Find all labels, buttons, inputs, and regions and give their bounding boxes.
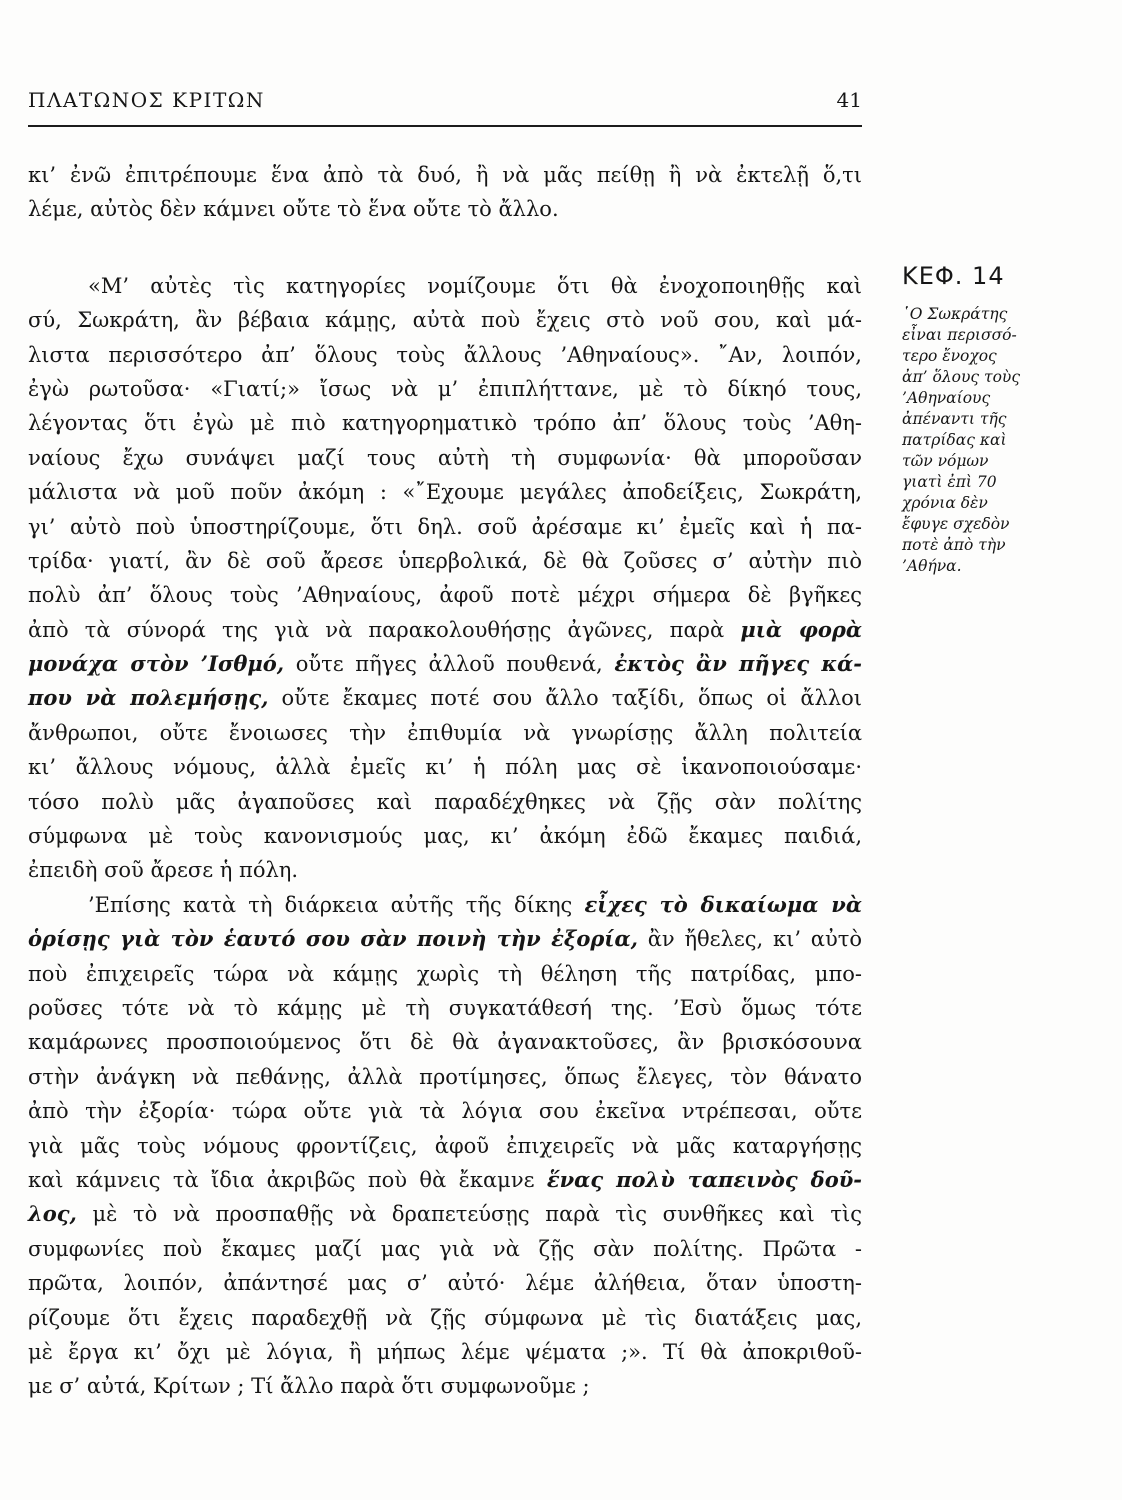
emphasis-run: εἶχες τὸ δικαίωμα νὰ [584, 891, 862, 917]
margin-note-line: τῶν νόμων [902, 452, 989, 470]
text-line: λιστα περισσότερο ἀπ’ ὅλους τοὺς ἄλλους ’Αθηναίους». ῎Αν, λοιπόν, [28, 342, 862, 367]
text-line: σύμφωνα μὲ τοὺς κανονισμούς μας, κι’ ἀκόμη ἐδῶ ἔκαμες παιδιά, [28, 824, 862, 849]
text-line: κι’ ἐνῶ ἐπιτρέπουμε ἕνα ἀπὸ τὰ δυό, ἢ νὰ μᾶς πείθῃ ἢ νὰ ἐκτελῇ ὅ,τι [28, 163, 862, 187]
text-line: στὴν ἀνάγκη νὰ πεθάνῃς, ἀλλὰ προτίμησες, ὅπως ἔλεγες, τὸν θάνατο [28, 1064, 862, 1089]
emphasis-run: ἕνας πολὺ ταπεινὸς δοῦ- [546, 1166, 862, 1192]
text-line: «Μ’ αὐτὲς τὶς κατηγορίες νομίζουμε ὅτι θὰ ἐνοχοποιηθῇς καὶ [88, 273, 862, 298]
text-line: ἐγὼ ρωτοῦσα· «Γιατί;» ἴσως νὰ μ’ ἐπιπλήττανε, μὲ τὸ δίκηό τους, [28, 376, 862, 401]
text-line: ποὺ ἐπιχειρεῖς τώρα νὰ κάμῃς χωρὶς τὴ θέληση τῆς πατρίδας, μπο- [28, 961, 862, 986]
page-number: 41 [836, 88, 862, 112]
text-run: οὔτε ἔκαμες ποτέ σου ἄλλο ταξίδι, ὅπως οἱ ἄλλοι [281, 686, 862, 711]
page-header [28, 84, 862, 120]
text-run: ’Επίσης κατὰ τὴ διάρκεια αὐτῆς τῆς δίκης [88, 892, 573, 917]
emphasis-run: μιὰ φορὰ [740, 616, 862, 642]
text-run: ἀπὸ τὰ σύνορά της γιὰ νὰ παρακολουθήσῃς ἀγῶνες, παρὰ [28, 617, 725, 642]
text-line: με σ’ αὐτά, Κρίτων ; Τί ἄλλο παρὰ ὅτι συμφωνοῦμε ; [28, 1374, 590, 1399]
text-line: ροῦσες τότε νὰ τὸ κάμῃς μὲ τὴ συγκατάθεσή της. ’Εσὺ ὅμως τότε [28, 995, 862, 1020]
margin-note-line: ἀπέναντι τῆς [902, 410, 1007, 428]
text-run: καὶ κάμνεις τὰ ἴδια ἀκριβῶς ποὺ θὰ ἔκαμνε [28, 1167, 535, 1192]
running-title: ΠΛΑΤΩΝΟΣ ΚΡΙΤΩΝ [28, 88, 265, 112]
text-line [28, 1163, 862, 1197]
emphasis-run: ἐκτὸς ἂν πῆγες κά- [614, 651, 862, 677]
text-line: λέγοντας ὅτι ἐγὼ μὲ πιὸ κατηγορηματικὸ τρόπο ἀπ’ ὅλους τοὺς ’Αθη- [28, 411, 862, 436]
text-run: οὔτε πῆγες ἀλλοῦ πουθενά, [295, 652, 603, 677]
emphasis-run: ὁρίσῃς γιὰ τὸν ἑαυτό σου σὰν ποινὴ τὴν ἐξορία, [28, 926, 638, 952]
margin-note-line: εἶναι περισσό- [902, 326, 1017, 344]
margin-note-line: ’Αθηναίους [902, 389, 991, 407]
text-line: ρίζουμε ὅτι ἔχεις παραδεχθῇ νὰ ζῇς σύμφωνα μὲ τὶς διατάξεις μας, [28, 1305, 862, 1330]
text-line: κι’ ἄλλους νόμους, ἀλλὰ ἐμεῖς κι’ ἡ πόλη μας σὲ ἱκανοποιούσαμε· [28, 755, 862, 780]
emphasis-run: λος, [28, 1201, 77, 1227]
header-rule [28, 125, 862, 127]
text-line [28, 681, 862, 715]
emphasis-run: μονάχα στὸν ’Ισθμό, [28, 651, 285, 677]
margin-note-line: ποτὲ ἀπὸ τὴν [902, 536, 1006, 554]
text-line [28, 922, 862, 956]
text-line: πρῶτα, λοιπόν, ἀπάντησέ μας σ’ αὐτό· λέμε ἀλήθεια, ὅταν ὑποστη- [28, 1271, 862, 1296]
margin-note-line: ἔφυγε σχεδὸν [902, 515, 1010, 533]
text-line [28, 647, 862, 681]
margin-note-line: ῾Ο Σωκράτης [902, 305, 1008, 323]
chapter-label: ΚΕΦ. 14 [902, 262, 1005, 290]
text-line: ἄνθρωποι, οὔτε ἔνοιωσες τὴν ἐπιθυμία νὰ γνωρίσῃς ἄλλη πολιτεία [28, 720, 862, 745]
text-line: καμάρωνες προσποιούμενος ὅτι δὲ θὰ ἀγανακτοῦσες, ἂν βρισκόσουνα [28, 1030, 862, 1055]
emphasis-run: που νὰ πολεμήσῃς, [28, 685, 269, 711]
text-line [28, 613, 862, 647]
text-line: μὲ ἔργα κι’ ὄχι μὲ λόγια, ἢ μήπως λέμε ψέματα ;». Τί θὰ ἀποκριθοῦ- [28, 1339, 862, 1364]
text-run: μὲ τὸ νὰ προσπαθῇς νὰ δραπετεύσῃς παρὰ τὶς συνθῆκες καὶ τὶς [92, 1202, 862, 1227]
margin-note [902, 262, 1107, 577]
margin-note-line: πατρίδας καὶ [902, 431, 1007, 449]
body-text [28, 158, 862, 1404]
margin-note-line: ἀπ’ ὅλους τοὺς [902, 368, 1021, 386]
text-line: ἐπειδὴ σοῦ ἄρεσε ἡ πόλη. [28, 858, 299, 883]
text-line: τρίδα· γιατί, ἂν δὲ σοῦ ἄρεσε ὑπερβολικά, δὲ θὰ ζοῦσες σ’ αὐτὴν πιὸ [28, 548, 862, 573]
text-line: ναίους ἔχω συνάψει μαζί τους αὐτὴ τὴ συμφωνία· θὰ μποροῦσαν [28, 445, 862, 470]
text-line: τόσο πολὺ μᾶς ἀγαποῦσες καὶ παραδέχθηκες νὰ ζῇς σὰν πολίτης [28, 789, 862, 814]
text-line: συμφωνίες ποὺ ἔκαμες μαζί μας γιὰ νὰ ζῇς σὰν πολίτης. Πρῶτα - [28, 1236, 862, 1261]
text-line: γι’ αὐτὸ ποὺ ὑποστηρίζουμε, ὅτι δηλ. σοῦ ἀρέσαμε κι’ ἐμεῖς καὶ ἡ πα- [28, 514, 862, 539]
margin-note-line: χρόνια δὲν [902, 494, 988, 512]
text-line: σύ, Σωκράτη, ἂν βέβαια κάμῃς, αὐτὰ ποὺ ἔχεις στὸ νοῦ σου, καὶ μά- [28, 308, 862, 333]
margin-note-line: τερο ἔνοχος [902, 347, 997, 365]
text-line: πολὺ ἀπ’ ὅλους τοὺς ’Αθηναίους, ἀφοῦ ποτὲ μέχρι σήμερα δὲ βγῆκες [28, 583, 862, 608]
margin-note-line: ’Αθήνα. [902, 557, 962, 575]
text-line: μάλιστα νὰ μοῦ ποῦν ἀκόμη : «῎Εχουμε μεγάλες ἀποδείξεις, Σωκράτη, [28, 480, 862, 505]
text-line [28, 1197, 862, 1231]
text-line: λέμε, αὐτὸς δὲν κάμνει οὔτε τὸ ἕνα οὔτε τὸ ἄλλο. [28, 197, 559, 222]
text-line [28, 888, 862, 922]
margin-note-line: γιατὶ ἐπὶ 70 [902, 473, 997, 491]
text-line: γιὰ μᾶς τοὺς νόμους φροντίζεις, ἀφοῦ ἐπιχειρεῖς νὰ μᾶς καταργήσῃς [28, 1133, 862, 1158]
text-run: ἂν ἤθελες, κι’ αὐτὸ [647, 927, 862, 952]
text-line: ἀπὸ τὴν ἐξορία· τώρα οὔτε γιὰ τὰ λόγια σου ἐκεῖνα ντρέπεσαι, οὔτε [28, 1099, 862, 1124]
